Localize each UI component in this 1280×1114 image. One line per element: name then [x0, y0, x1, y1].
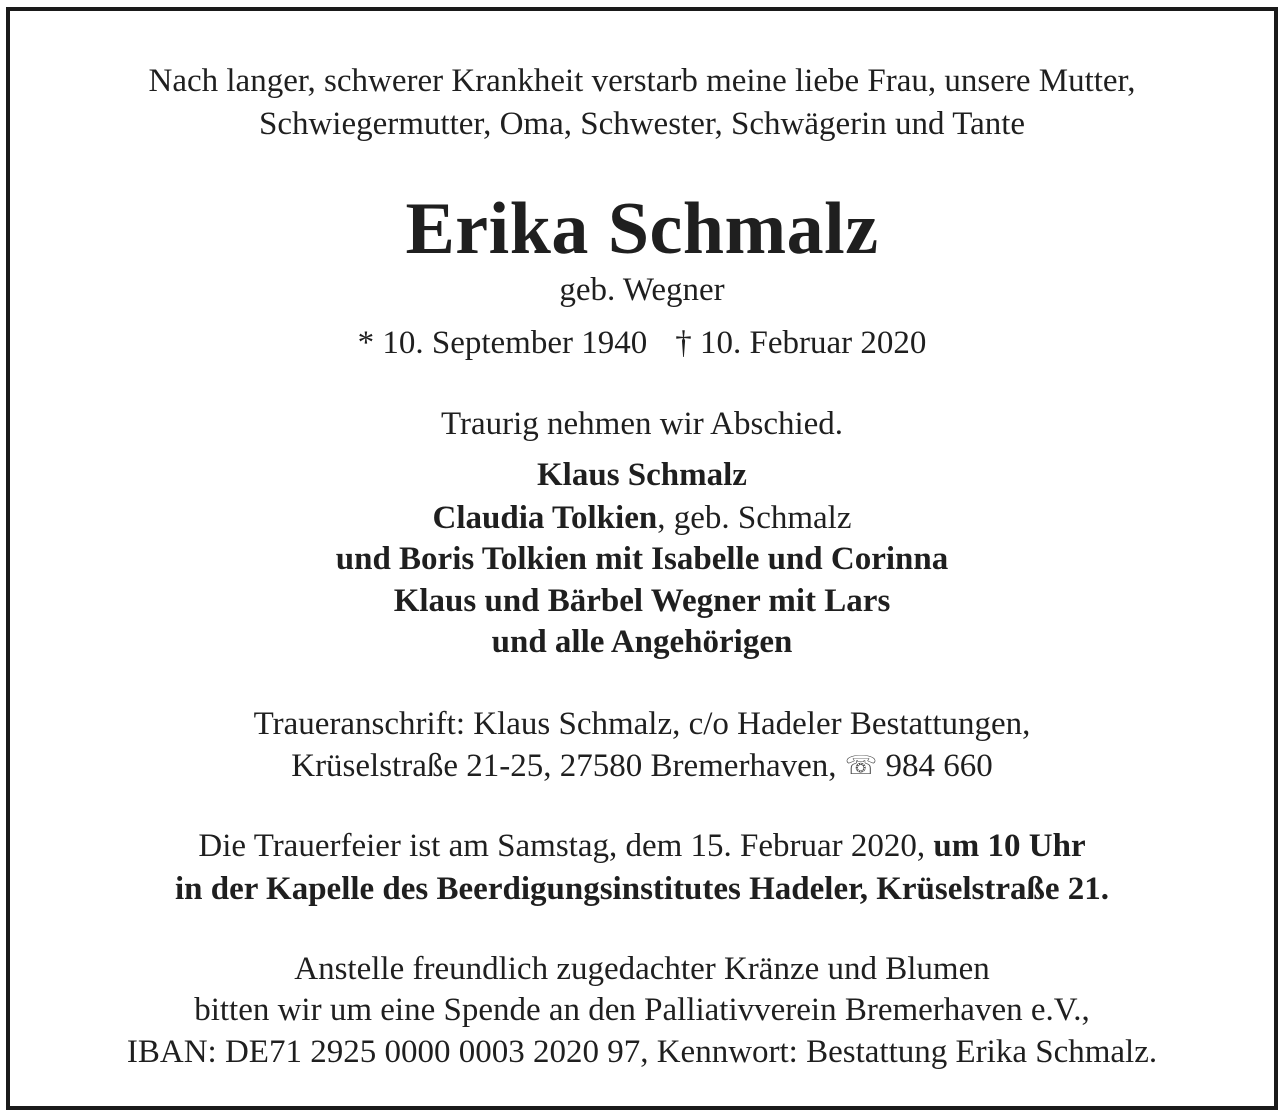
phone-number: 984 660 — [885, 748, 993, 784]
intro-line-1: Nach langer, schwerer Krankheit verstarb meine liebe Frau, unsere Mutter, — [148, 63, 1136, 99]
birth-name: geb. Wegner — [559, 272, 725, 308]
mourner-line-1: Klaus Schmalz — [537, 457, 747, 493]
death-date: † 10. Februar 2020 — [675, 325, 927, 361]
address-line-2 — [10, 745, 1274, 787]
address-line-1: Traueranschrift: Klaus Schmalz, c/o Hadeler Bestattungen, — [253, 706, 1031, 742]
intro-line-2: Schwiegermutter, Oma, Schwester, Schwägerin und Tante — [258, 106, 1026, 142]
birth-date: * 10. September 1940 — [357, 325, 648, 361]
ceremony-line-1 — [10, 825, 1274, 867]
mourner-line-4: Klaus und Bärbel Wegner mit Lars — [393, 583, 891, 619]
telephone-icon: ☏ — [844, 751, 878, 781]
donation-line-2: bitten wir um eine Spende an den Palliativverein Bremerhaven e.V., — [194, 992, 1090, 1028]
address-street: Krüselstraße 21-25, 27580 Bremerhaven, — [291, 748, 837, 784]
mourner-line-2 — [10, 497, 1274, 539]
life-dates — [10, 322, 1274, 364]
mourner-line-5: und alle Angehörigen — [491, 624, 793, 660]
mourner-birth-name: , geb. Schmalz — [657, 500, 852, 536]
obituary-frame — [6, 7, 1278, 1110]
donation-line-3: IBAN: DE71 2925 0000 0003 2020 97, Kennwort: Bestattung Erika Schmalz. — [126, 1034, 1158, 1070]
ceremony-line-2: in der Kapelle des Beerdigungsinstitutes Hadeler, Krüselstraße 21. — [174, 871, 1110, 907]
farewell-text: Traurig nehmen wir Abschied. — [440, 406, 844, 442]
mourner-name: Claudia Tolkien — [432, 500, 658, 536]
mourner-line-3: und Boris Tolkien mit Isabelle und Corinna — [335, 541, 949, 577]
ceremony-date: Die Trauerfeier ist am Samstag, dem 15. Februar 2020, — [198, 828, 926, 864]
deceased-name: Erika Schmalz — [405, 188, 879, 270]
ceremony-time: um 10 Uhr — [933, 828, 1086, 864]
donation-line-1: Anstelle freundlich zugedachter Kränze und Blumen — [294, 951, 990, 987]
